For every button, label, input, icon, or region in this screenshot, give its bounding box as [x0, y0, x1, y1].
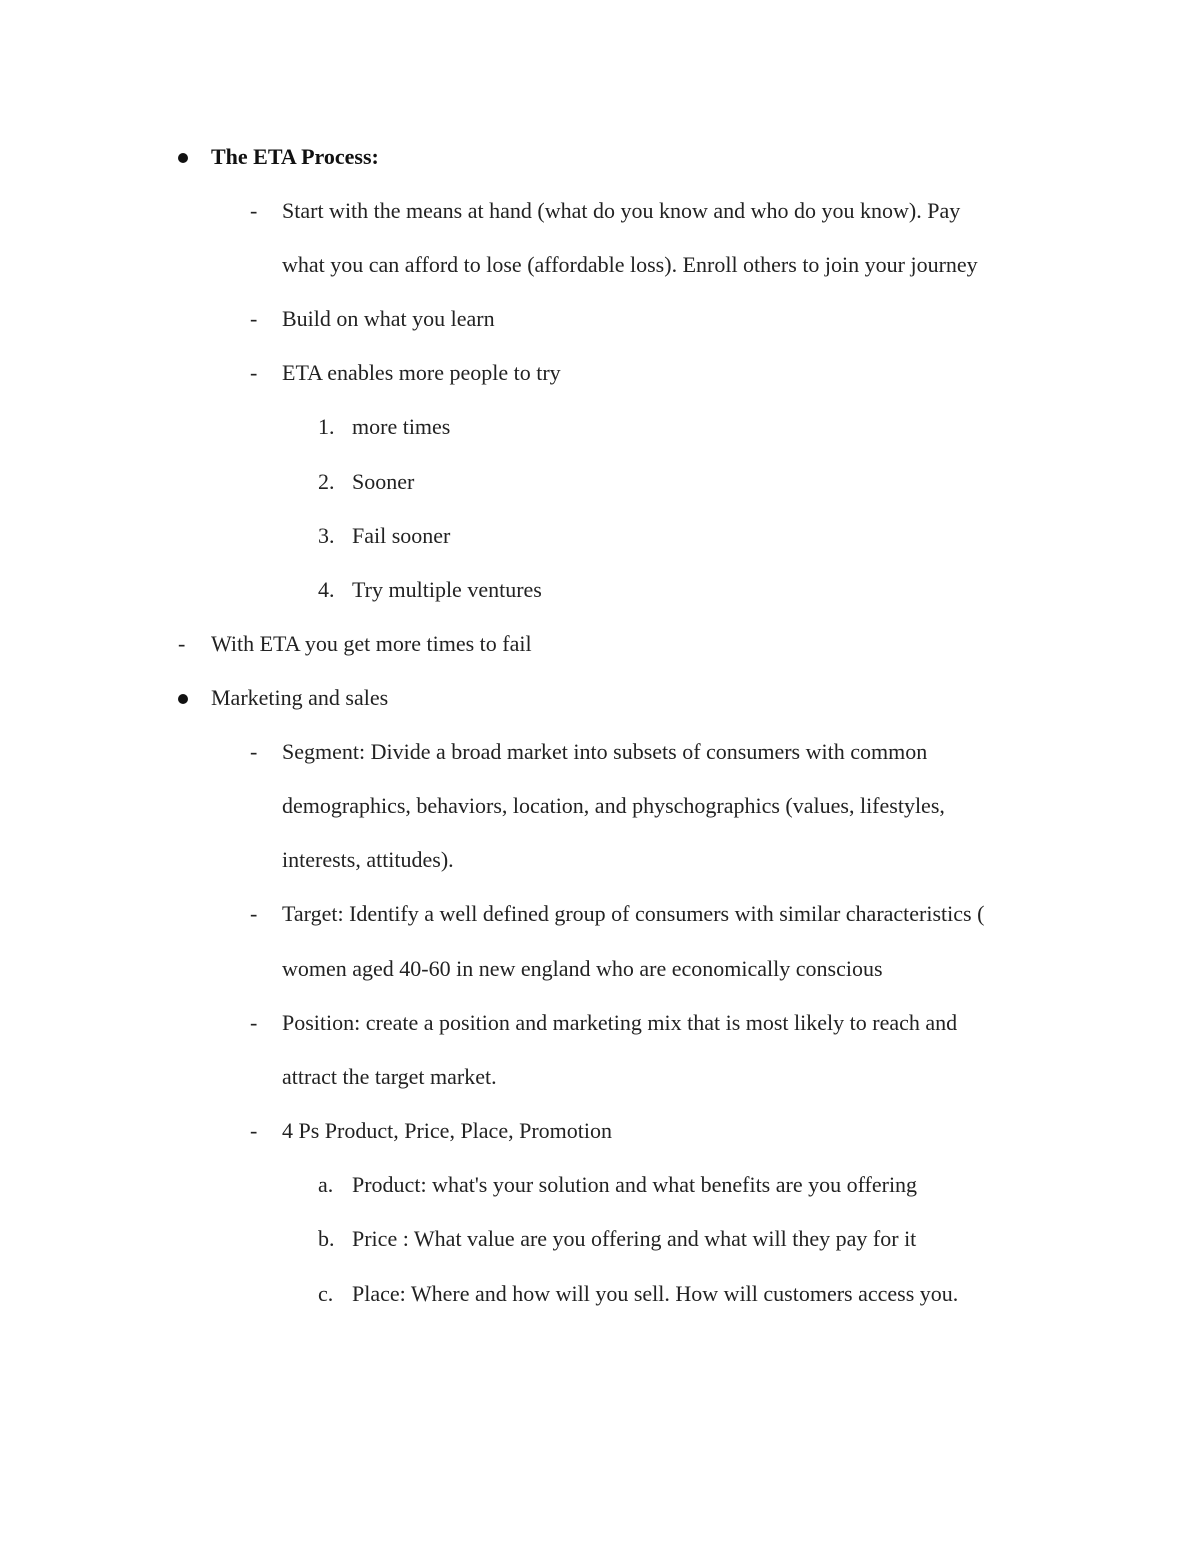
- lettered-item-text: Price : What value are you offering and what will they pay for it: [352, 1226, 917, 1251]
- numbered-item-text: Sooner: [352, 469, 415, 494]
- list-item-text: 4 Ps Product, Price, Place, Promotion: [282, 1118, 612, 1143]
- dash-marker: -: [250, 739, 258, 764]
- lettered-item-text: Product: what's your solution and what benefits are you offering: [352, 1172, 918, 1197]
- list-item-text: women aged 40-60 in new england who are economically conscious: [282, 956, 883, 981]
- section-heading-eta: The ETA Process:: [211, 144, 379, 169]
- bullet-icon: [178, 153, 188, 163]
- dash-marker: -: [250, 1010, 258, 1035]
- list-item-text: Start with the means at hand (what do you know and who do you know). Pay: [282, 198, 961, 223]
- lettered-item-text: Place: Where and how will you sell. How will customers access you.: [352, 1281, 959, 1306]
- number-marker: 1.: [318, 414, 335, 439]
- bullet-icon: [178, 694, 188, 704]
- standalone-text: With ETA you get more times to fail: [211, 631, 532, 656]
- list-item-text: Target: Identify a well defined group of consumers with similar characteristics (: [282, 901, 985, 926]
- dash-marker: -: [250, 1118, 258, 1143]
- letter-marker: b.: [318, 1226, 335, 1251]
- list-item-text: Segment: Divide a broad market into subsets of consumers with common: [282, 739, 928, 764]
- list-item-text: ETA enables more people to try: [282, 360, 561, 385]
- list-item-text: Build on what you learn: [282, 306, 495, 331]
- letter-marker: a.: [318, 1172, 334, 1197]
- dash-marker: -: [250, 306, 258, 331]
- numbered-item-text: Try multiple ventures: [352, 577, 542, 602]
- list-item-text: demographics, behaviors, location, and physchographics (values, lifestyles,: [282, 793, 945, 818]
- list-item-text: attract the target market.: [282, 1064, 497, 1089]
- number-marker: 4.: [318, 577, 335, 602]
- number-marker: 2.: [318, 469, 335, 494]
- dash-marker: -: [250, 360, 258, 385]
- number-marker: 3.: [318, 523, 335, 548]
- letter-marker: c.: [318, 1281, 334, 1306]
- dash-marker: -: [178, 631, 186, 656]
- list-item-text: interests, attitudes).: [282, 847, 454, 872]
- section-heading-marketing: Marketing and sales: [211, 685, 389, 710]
- list-item-text: what you can afford to lose (affordable loss). Enroll others to join your journey: [282, 252, 978, 277]
- dash-marker: -: [250, 901, 258, 926]
- numbered-item-text: Fail sooner: [352, 523, 451, 548]
- numbered-item-text: more times: [352, 414, 451, 439]
- list-item-text: Position: create a position and marketing mix that is most likely to reach and: [282, 1010, 958, 1035]
- dash-marker: -: [250, 198, 258, 223]
